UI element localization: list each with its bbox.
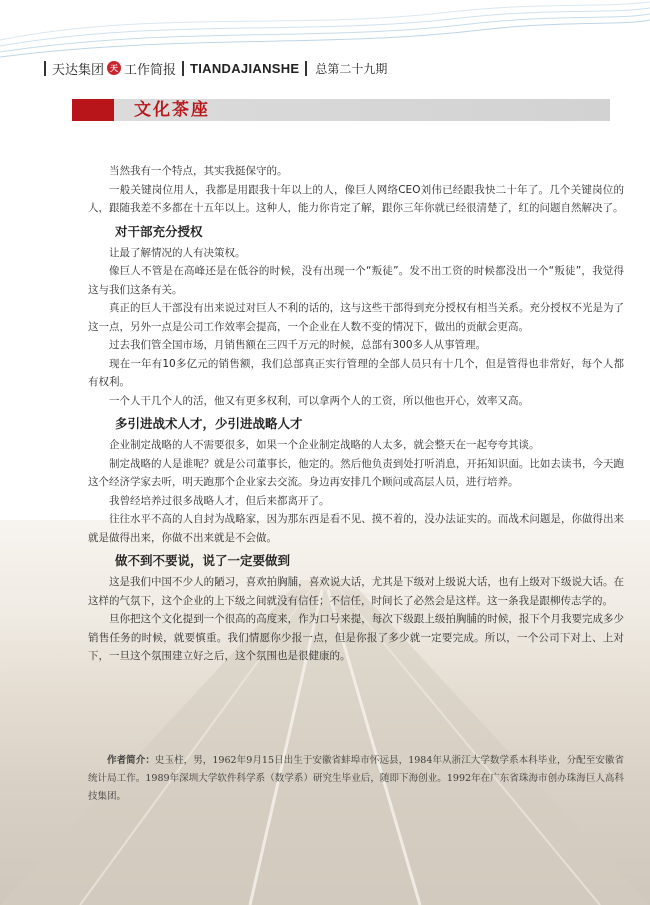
paragraph: 企业制定战略的人不需要很多，如果一个企业制定战略的人太多，就会整天在一起夸夸其谈。 [109,439,540,451]
paragraph: 一个人干几个人的活，他又有更多权利，可以拿两个人的工资，所以他也开心，效率又高。 [109,394,529,407]
issue-number: 总第二十九期 [315,61,388,76]
paragraph: 现在一年有10多亿元的销售额，我们总部真正实行管理的全部人员只有十几个，但是管得也非常好，每个人都有权利。 [88,357,624,388]
bio-label: 作者简介： [107,755,155,766]
paragraph: 真正的巨人干部没有出来说过对巨人不利的话的，这与这些干部得到充分授权有相当关系。充分授权不光是为了这一点，另外一点是公司工作效率会提高，一个企业在人数不变的情况下，做出的贡献会更高。 [88,302,624,333]
subheading: 做不到不要说，说了一定要做到 [115,553,291,568]
subheading: 多引进战术人才，少引进战略人才 [115,416,303,431]
subheading: 对干部充分授权 [115,223,203,239]
paragraph: 我曾经培养过很多战略人才，但后来都离开了。 [109,494,330,507]
header-divider [44,61,46,76]
company-logo-icon [107,61,121,75]
section-accent-block [72,99,114,121]
paragraph: 旦你把这个文化提到一个很高的高度来，作为口号来提，每次下级跟上级拍胸脯的时候，报下个月我要完成多少销售任务的时候，就要慎重。我们情愿你少报一点，但是你报了多少就一定要完成。所以，一个公司下对上、上对下，一旦这个氛围建立好之后，这个氛围也是很健康的。 [88,613,624,662]
header-wave-decoration [0,0,650,60]
header-divider [305,61,307,76]
paragraph: 让最了解情况的人有决策权。 [109,246,246,259]
article-body [88,162,624,666]
company-name: 天达集团 [52,62,105,78]
author-bio [88,752,624,806]
paragraph: 制定战略的人是谁呢？就是公司董事长，他定的。然后他负责到处打听消息，开拓知识面。比如去读书，今天跑这个经济学家去听，明天跑那个企业家去交流。身边再安排几个顾问或高层人员，进行培养。 [88,457,624,488]
section-title: 文化茶座 [134,100,210,120]
paragraph: 当然我有一个特点，其实我挺保守的。 [109,165,288,177]
paragraph: 像巨人不管是在高峰还是在低谷的时候，没有出现一个“叛徒”。发不出工资的时候都没出一个“叛徒”，我觉得这与我们这条有关。 [88,265,624,296]
paragraph: 往往水平不高的人自封为战略家，因为那东西是看不见、摸不着的，没办法证实的。而战术问题是，你做得出来就是做得出来，你做不出来就是不会做。 [88,513,624,544]
report-name: 工作简报 [124,62,177,78]
paragraph: 过去我们管全国市场，月销售额在三四千万元的时候，总部有300多人从事管理。 [109,339,487,351]
brand-english: TIANDAJIANSHE [190,60,300,76]
paragraph: 一般关键岗位用人，我都是用跟我十年以上的人，像巨人网络CEO刘伟已经跟我快二十年了。几个关键岗位的人，跟随我差不多都在十五年以上。这种人，能力你肯定了解，跟你三年你就已经很清楚了，红的问题自然解决了。 [88,183,624,214]
logo-letter: 天 [110,63,119,73]
page-header [44,58,604,78]
bio-text: 史玉柱，男，1962年9月15日出生于安徽省蚌埠市怀远县，1984年从浙江大学数学系本科毕业，分配至安徽省统计局工作。1989年深圳大学软件科学系（数学系）研究生毕业后，随即下海创业。1992年在广东省珠海市创办珠海巨人高科技集团。 [88,755,624,802]
paragraph: 这是我们中国不少人的陋习，喜欢拍胸脯，喜欢说大话，尤其是下级对上级说大话，也有上级对下级说大话。在这样的气氛下，这个企业的上下级之间就没有信任；不信任，时间长了必然会是这样。这一条我是跟柳传志学的。 [88,576,624,607]
header-divider [182,61,184,76]
